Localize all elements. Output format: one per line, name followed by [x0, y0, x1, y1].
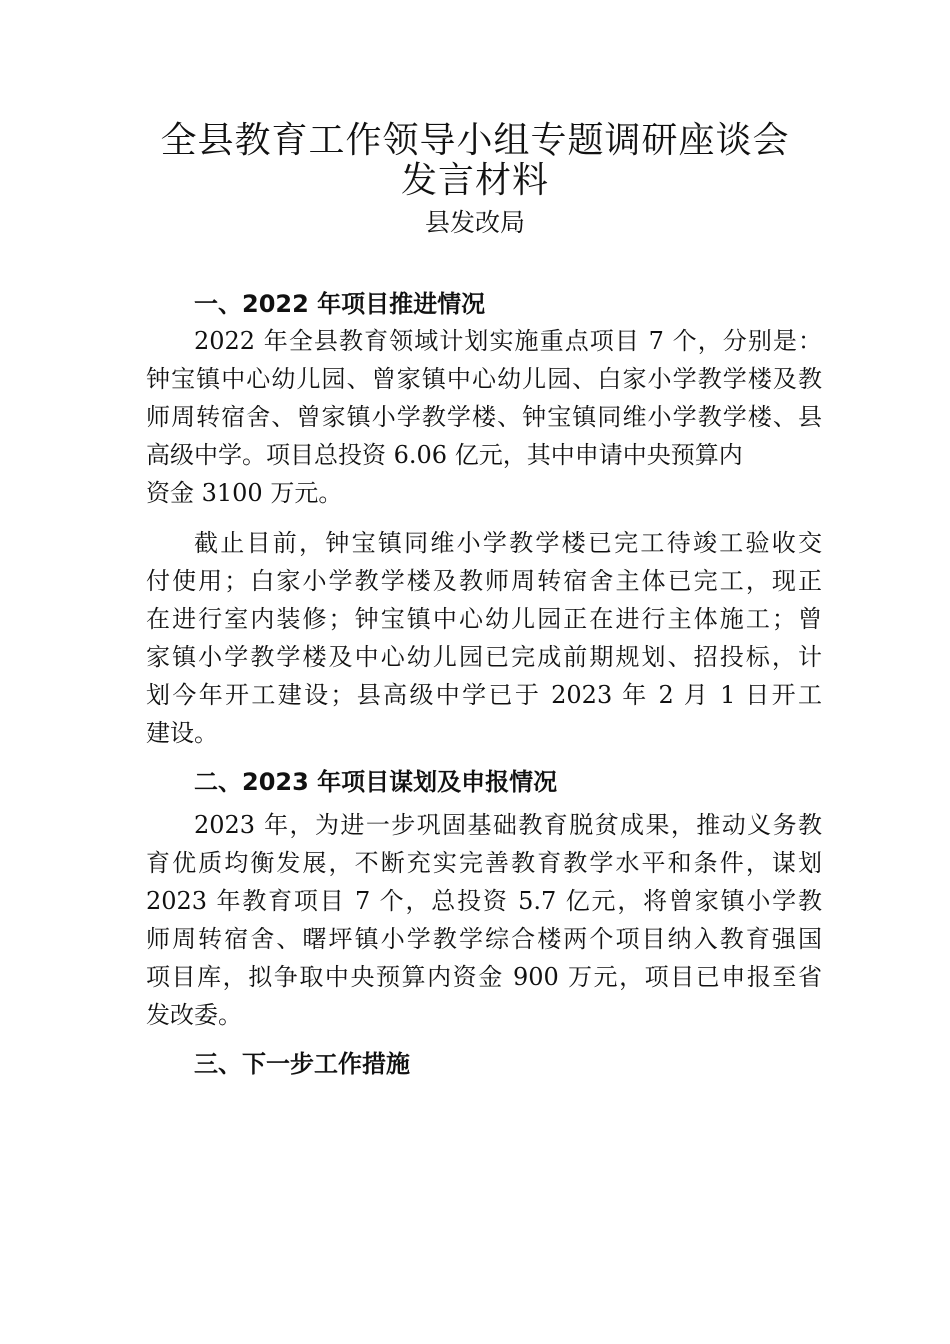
text-line: 家镇小学教学楼及中心幼儿园已完成前期规划、招投标，计 [146, 643, 822, 671]
section-2-heading: 二、2023 年项目谋划及申报情况 [194, 768, 558, 796]
section-1-heading: 一、2022 年项目推进情况 [194, 290, 486, 318]
text-line: 高级中学。项目总投资 6.06 亿元，其中申请中央预算内 [146, 441, 743, 469]
text-line: 师周转宿舍、曾家镇小学教学楼、钟宝镇同维小学教学楼、县 [146, 403, 822, 431]
text-line: 2022 年全县教育领域计划实施重点项目 7 个，分别是： [194, 327, 822, 355]
text-line: 师周转宿舍、曙坪镇小学教学综合楼两个项目纳入教育强国 [146, 925, 822, 953]
text-line: 2023 年教育项目 7 个，总投资 5.7 亿元，将曾家镇小学教 [146, 887, 822, 915]
text-line: 付使用；白家小学教学楼及教师周转宿舍主体已完工，现正 [146, 567, 822, 595]
text-line: 在进行室内装修；钟宝镇中心幼儿园正在进行主体施工；曾 [146, 605, 822, 633]
text-line: 发改委。 [146, 1001, 242, 1029]
document-title-line-2: 发言材料 [400, 160, 549, 201]
document-author: 县发改局 [424, 208, 525, 237]
text-line: 育优质均衡发展，不断充实完善教育教学水平和条件，谋划 [146, 849, 822, 877]
text-line: 截止目前，钟宝镇同维小学教学楼已完工待竣工验收交 [194, 529, 822, 557]
section-1-paragraph-1 [146, 322, 822, 512]
document-title-line-1: 全县教育工作领导小组专题调研座谈会 [160, 120, 790, 161]
section-3-heading: 三、下一步工作措施 [194, 1050, 410, 1078]
text-line: 2023 年，为进一步巩固基础教育脱贫成果，推动义务教 [194, 811, 822, 839]
section-2-paragraph-1 [146, 806, 822, 1034]
text-line: 划今年开工建设；县高级中学已于 2023 年 2 月 1 日开工 [146, 681, 822, 709]
section-1-paragraph-2 [146, 524, 822, 752]
text-line: 项目库，拟争取中央预算内资金 900 万元，项目已申报至省 [146, 963, 822, 991]
text-line: 钟宝镇中心幼儿园、曾家镇中心幼儿园、白家小学教学楼及教 [146, 365, 822, 393]
text-line: 建设。 [146, 719, 218, 747]
text-line: 资金 3100 万元。 [146, 479, 343, 507]
